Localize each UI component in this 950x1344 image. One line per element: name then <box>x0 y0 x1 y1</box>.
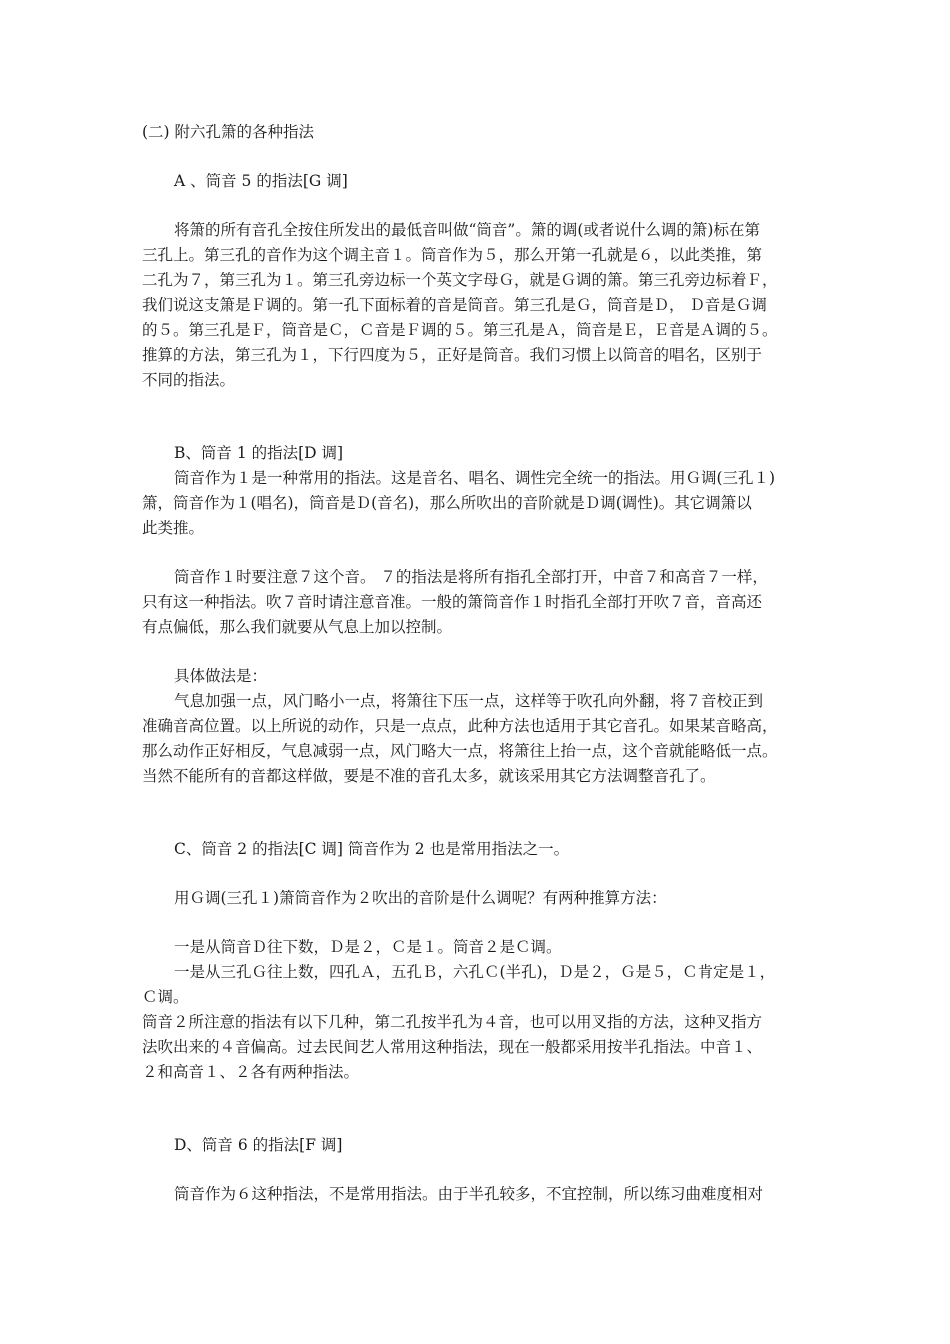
text-line: 二孔为７，第三孔为１。第三孔旁边标一个英文字母Ｇ，就是Ｇ调的箫。第三孔旁边标着Ｆ， <box>142 271 778 289</box>
text-line: 的５。第三孔是Ｆ，筒音是Ｃ，Ｃ音是Ｆ调的５。第三孔是Ａ，筒音是Ｅ，Ｅ音是Ａ调的５。 <box>142 321 778 339</box>
method-label: 具体做法是： <box>174 667 268 685</box>
text-line: 推算的方法，第三孔为１，下行四度为５，正好是筒音。我们习惯上以筒音的唱名，区别于 <box>142 346 763 364</box>
text-line: ２和高音１、２各有两种指法。 <box>142 1063 360 1081</box>
section-c-question: 用Ｇ调(三孔１)箫筒音作为２吹出的音阶是什么调呢？有两种推算方法： <box>174 889 667 907</box>
text-line: 只有这一种指法。吹７音时请注意音准。一般的箫筒音作１时指孔全部打开吹７音，音高还 <box>142 593 763 611</box>
text-line: 三孔上。第三孔的音作为这个调主音１。筒音作为５，那么开第一孔就是６，以此类推，第 <box>142 246 763 264</box>
section-a-title: A 、筒音 5 的指法[G 调] <box>174 172 348 190</box>
section-d-title: D、筒音 6 的指法[F 调] <box>174 1136 343 1154</box>
text-line: 法吹出来的４音偏高。过去民间艺人常用这种指法，现在一般都采用按半孔指法。中音１、 <box>142 1038 763 1056</box>
text-line: 不同的指法。 <box>142 371 236 389</box>
text-line: 准确音高位置。以上所说的动作，只是一点点，此种方法也适用于其它音孔。如果某音略高， <box>142 717 778 735</box>
text-line: 我们说这支箫是Ｆ调的。第一孔下面标着的音是筒音。第三孔是Ｇ，筒音是Ｄ， Ｄ音是Ｇ调 <box>142 296 767 314</box>
section-heading: (二) 附六孔箫的各种指法 <box>142 123 315 141</box>
text-line: 此类推。 <box>142 519 205 537</box>
text-line: 气息加强一点，风门略小一点，将箫往下压一点，这样等于吹孔向外翻，将７音校正到 <box>174 692 764 710</box>
section-b-title: B、筒音 1 的指法[D 调] <box>174 444 344 462</box>
text-line: 有点偏低，那么我们就要从气息上加以控制。 <box>142 618 453 636</box>
text-line: 筒音作１时要注意７这个音。 ７的指法是将所有指孔全部打开，中音７和高音７一样， <box>174 568 768 586</box>
text-line: 当然不能所有的音都这样做，要是不准的音孔太多，就该采用其它方法调整音孔了。 <box>142 767 716 785</box>
text-line: 一是从三孔Ｇ往上数，四孔Ａ，五孔Ｂ，六孔Ｃ(半孔)，Ｄ是２，Ｇ是５，Ｃ肯定是１， <box>174 963 776 981</box>
section-c-title: C、筒音 2 的指法[C 调] 筒音作为 2 也是常用指法之一。 <box>174 840 570 858</box>
text-line: Ｃ调。 <box>142 988 189 1006</box>
text-line: 将箫的所有音孔全按住所发出的最低音叫做“筒音”。箫的调(或者说什么调的箫)标在第 <box>174 221 760 239</box>
text-line: 箫，筒音作为１(唱名)，筒音是Ｄ(音名)，那么所吹出的音阶就是Ｄ调(调性)。其它调箫以 <box>142 494 752 512</box>
text-line: 筒音２所注意的指法有以下几种，第二孔按半孔为４音，也可以用叉指的方法，这种叉指方 <box>142 1013 763 1031</box>
text-line: 那么动作正好相反，气息减弱一点，风门略大一点，将箫往上抬一点，这个音就能略低一点。 <box>142 742 778 760</box>
text-line: 筒音作为６这种指法，不是常用指法。由于半孔较多，不宜控制，所以练习曲难度相对 <box>174 1185 764 1203</box>
text-line: 筒音作为１是一种常用的指法。这是音名、唱名、调性完全统一的指法。用Ｇ调(三孔１) <box>174 469 776 487</box>
section-c-method-1: 一是从筒音Ｄ往下数，Ｄ是２，Ｃ是１。筒音２是Ｃ调。 <box>174 938 562 956</box>
